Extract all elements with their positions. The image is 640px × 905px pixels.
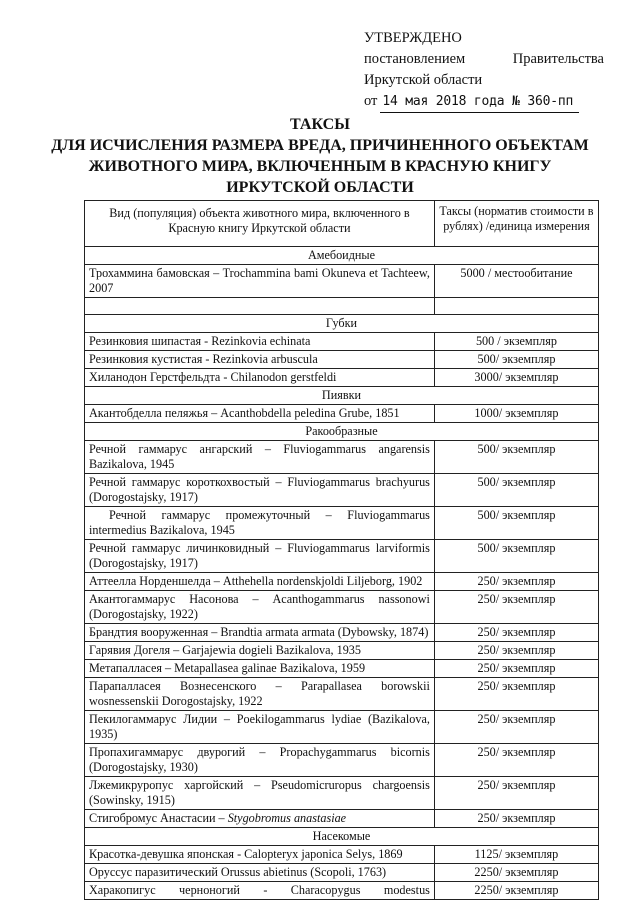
table-row xyxy=(85,882,599,900)
rate-value: 500/ экземпляр xyxy=(434,540,598,573)
rate-value: 250/ экземпляр xyxy=(434,678,598,711)
species-name: Лжемикруропус харгойский – Pseudomicruropus chargoensis (Sowinsky, 1915) xyxy=(85,777,435,810)
group-row-insects xyxy=(85,828,599,846)
empty-cell xyxy=(85,298,435,315)
table-row xyxy=(85,573,599,591)
species-name-latin: Stygobromus anastasiae xyxy=(227,811,347,825)
species-name: Пропахигаммарус двурогий – Propachygammarus bicornis (Dorogostajsky, 1930) xyxy=(85,744,435,777)
species-name: Оруссус паразитический Orussus abietinus (Scopoli, 1763) xyxy=(85,864,435,882)
table-row xyxy=(85,624,599,642)
group-label: Ракообразные xyxy=(85,423,599,441)
approval-date-line xyxy=(364,91,604,113)
species-name: Брандтия вооруженная – Brandtia armata armata (Dybowsky, 1874) xyxy=(85,624,435,642)
table-row xyxy=(85,507,599,540)
document-title xyxy=(20,114,620,198)
title-line-1: ТАКСЫ xyxy=(290,116,350,133)
rate-value: 500/ экземпляр xyxy=(434,441,598,474)
table-row xyxy=(85,846,599,864)
rate-value: 1125/ экземпляр xyxy=(434,846,598,864)
group-label: Пиявки xyxy=(85,387,599,405)
rate-value: 3000/ экземпляр xyxy=(434,369,598,387)
rate-value: 2250/ экземпляр xyxy=(434,882,598,900)
group-row-leeches xyxy=(85,387,599,405)
header-species: Вид (популяция) объекта животного мира, включенного в Красную книгу Иркутской области xyxy=(85,201,435,247)
species-name: Харакопигус черноногий - Characopygus modestus xyxy=(85,882,435,900)
table-row xyxy=(85,744,599,777)
group-row-crustaceans xyxy=(85,423,599,441)
table-row xyxy=(85,810,599,828)
rate-value: 500 / экземпляр xyxy=(434,333,598,351)
spacer-row xyxy=(85,298,599,315)
rates-table xyxy=(84,200,599,900)
rate-value: 500/ экземпляр xyxy=(434,351,598,369)
rate-value: 250/ экземпляр xyxy=(434,810,598,828)
species-name: Резинковия шипастая - Rezinkovia echinata xyxy=(85,333,435,351)
table-row xyxy=(85,678,599,711)
species-name: Речной гаммарус ангарский – Fluviogammarus angarensis Bazikalova, 1945 xyxy=(85,441,435,474)
group-row-amoeboid xyxy=(85,247,599,265)
species-name: Речной гаммарус короткохвостый – Fluviogammarus brachyurus (Dorogostajsky, 1917) xyxy=(85,474,435,507)
table-row xyxy=(85,777,599,810)
table-row xyxy=(85,405,599,423)
rate-value: 5000 / местообитание xyxy=(434,265,598,298)
approval-block xyxy=(364,28,604,113)
species-name: Речной гаммарус промежуточный – Fluviogammarus intermedius Bazikalova, 1945 xyxy=(85,507,435,540)
table-row xyxy=(85,540,599,573)
rate-value: 250/ экземпляр xyxy=(434,660,598,678)
table-row xyxy=(85,642,599,660)
rate-value: 250/ экземпляр xyxy=(434,642,598,660)
empty-cell xyxy=(434,298,598,315)
species-name: Акантобделла пеляжья – Acanthobdella peledina Grube, 1851 xyxy=(85,405,435,423)
species-name xyxy=(85,810,435,828)
species-name: Парапалласея Вознесенского – Parapallasea borowskii wosnessenskii Dorogostajsky, 1922 xyxy=(85,678,435,711)
group-row-sponges xyxy=(85,315,599,333)
header-rate: Таксы (норматив стоимости в рублях) /единица измерения xyxy=(434,201,598,247)
table-row xyxy=(85,660,599,678)
rate-value: 250/ экземпляр xyxy=(434,777,598,810)
approval-heading: УТВЕРЖДЕНО xyxy=(364,30,462,46)
group-label: Насекомые xyxy=(85,828,599,846)
species-name: Трохаммина бамовская – Trochammina bami Okuneva et Tachteew, 2007 xyxy=(85,265,435,298)
title-line-3: ЖИВОТНОГО МИРА, ВКЛЮЧЕННЫМ В КРАСНУЮ КНИГУ xyxy=(88,158,552,175)
species-name: Метапалласея – Metapallasea galinae Bazikalova, 1959 xyxy=(85,660,435,678)
rate-value: 250/ экземпляр xyxy=(434,711,598,744)
approval-government: Правительства xyxy=(512,51,604,67)
table-row xyxy=(85,864,599,882)
species-name-common: Стигобромус Анастасии – xyxy=(89,811,228,825)
table-row xyxy=(85,333,599,351)
species-name: Хиланодон Герстфельдта - Chilanodon gerstfeldi xyxy=(85,369,435,387)
species-name: Пекилогаммарус Лидии – Poekilogammarus lydiae (Bazikalova, 1935) xyxy=(85,711,435,744)
group-label: Губки xyxy=(85,315,599,333)
rate-value: 250/ экземпляр xyxy=(434,624,598,642)
approval-by-resolution: постановлением xyxy=(364,51,466,67)
approval-line-2 xyxy=(364,49,604,70)
table-row xyxy=(85,474,599,507)
table-row xyxy=(85,265,599,298)
species-name: Резинковия кустистая - Rezinkovia arbuscula xyxy=(85,351,435,369)
rate-value: 250/ экземпляр xyxy=(434,744,598,777)
decree-date-number: 14 мая 2018 года № 360-пп xyxy=(380,91,579,113)
table-row xyxy=(85,369,599,387)
rate-value: 2250/ экземпляр xyxy=(434,864,598,882)
rate-value: 1000/ экземпляр xyxy=(434,405,598,423)
table-row xyxy=(85,441,599,474)
table-row xyxy=(85,711,599,744)
approval-region: Иркутской области xyxy=(364,72,483,88)
rate-value: 250/ экземпляр xyxy=(434,573,598,591)
species-name: Гарявия Догеля – Garjajewia dogieli Bazikalova, 1935 xyxy=(85,642,435,660)
rate-value: 500/ экземпляр xyxy=(434,507,598,540)
species-name: Акантогаммарус Насонова – Acanthogammarus nassonowi (Dorogostajsky, 1922) xyxy=(85,591,435,624)
table-row xyxy=(85,591,599,624)
table-row xyxy=(85,351,599,369)
approval-from: от xyxy=(364,93,378,109)
title-line-4: ИРКУТСКОЙ ОБЛАСТИ xyxy=(226,179,414,196)
rate-value: 250/ экземпляр xyxy=(434,591,598,624)
species-name: Речной гаммарус личинковидный – Fluviogammarus larviformis (Dorogostajsky, 1917) xyxy=(85,540,435,573)
table-header-row xyxy=(85,201,599,247)
group-label: Амебоидные xyxy=(85,247,599,265)
species-name: Красотка-девушка японская - Calopteryx japonica Selys, 1869 xyxy=(85,846,435,864)
title-line-2: ДЛЯ ИСЧИСЛЕНИЯ РАЗМЕРА ВРЕДА, ПРИЧИНЕННОГО ОБЪЕКТАМ xyxy=(51,137,589,154)
rate-value: 500/ экземпляр xyxy=(434,474,598,507)
species-name: Аттеелла Норденшелда – Atthehella nordenskjoldi Liljeborg, 1902 xyxy=(85,573,435,591)
